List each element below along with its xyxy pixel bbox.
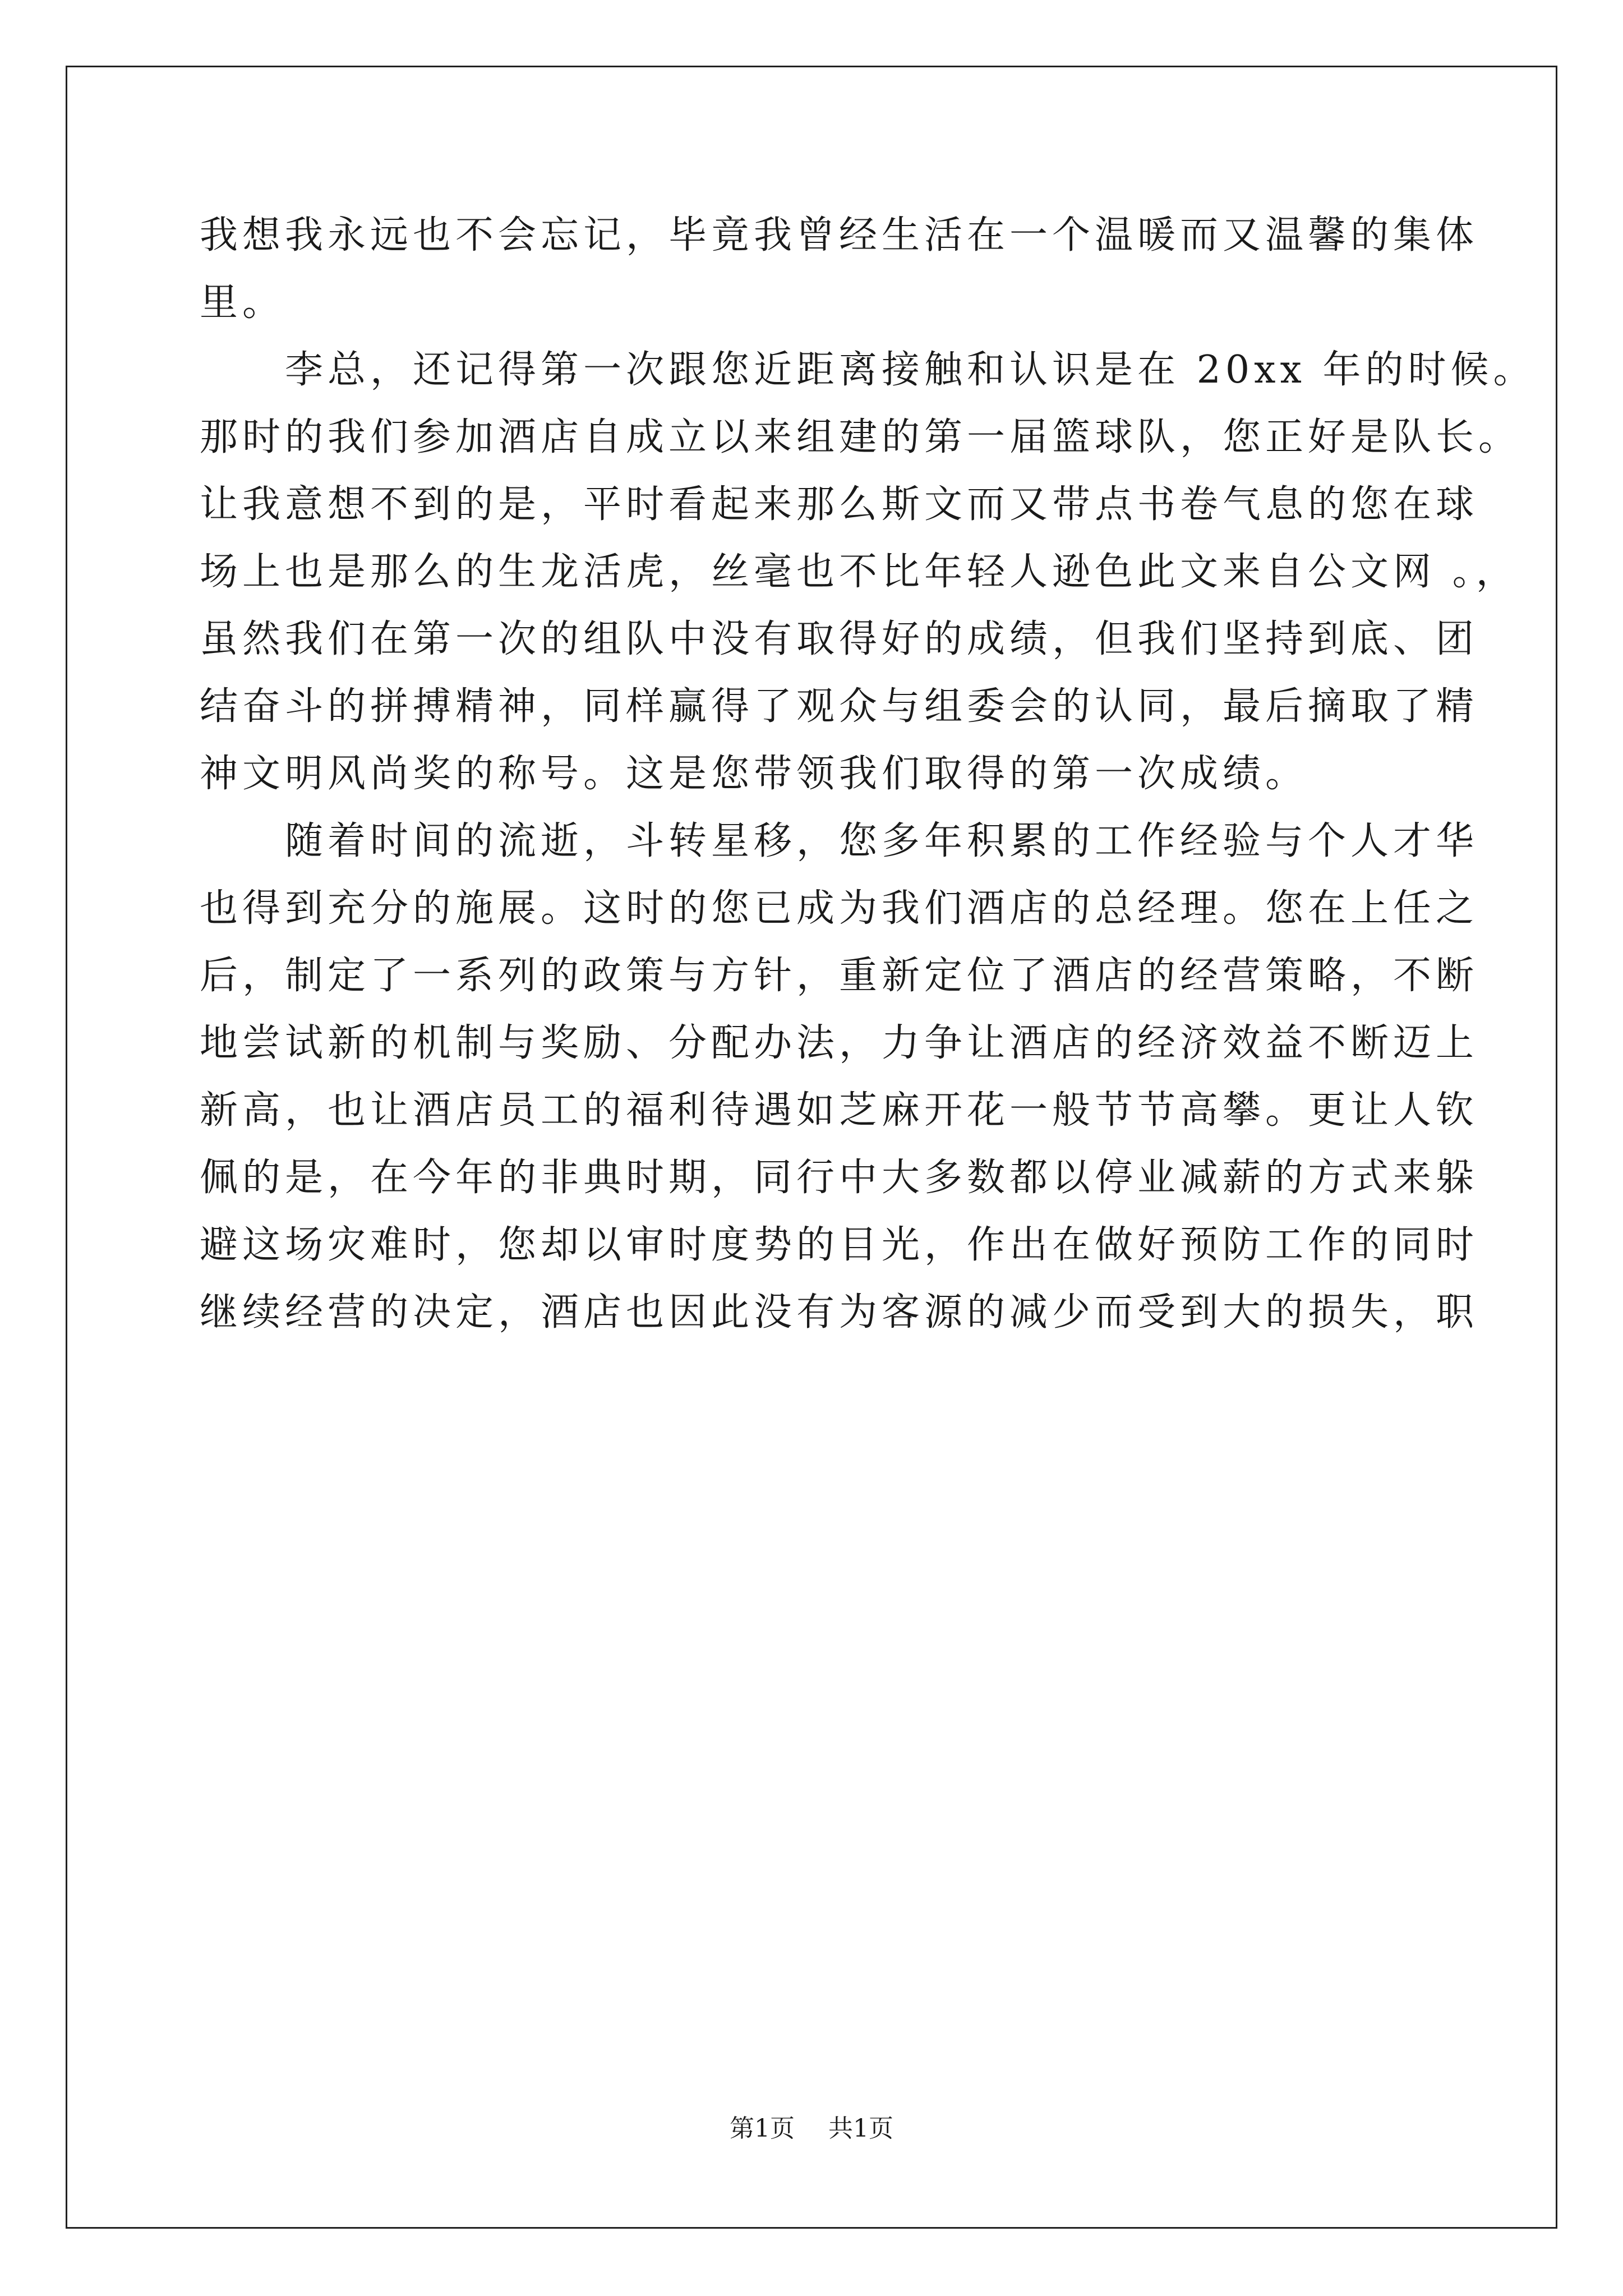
text-line: 后，制定了一系列的政策与方针，重新定位了酒店的经营策略，不断: [200, 954, 1479, 998]
text-line: 那时的我们参加酒店自成立以来组建的第一届篮球队，您正好是队长。: [200, 415, 1521, 459]
text-line: 随着时间的流逝，斗转星移，您多年积累的工作经验与个人才华: [200, 819, 1479, 863]
text-line: 继续经营的决定，酒店也因此没有为客源的减少而受到大的损失，职: [200, 1290, 1479, 1335]
page-footer: [0, 2112, 1623, 2146]
text-line: 李总，还记得第一次跟您近距离接触和认识是在 20xx 年的时候。: [200, 348, 1536, 392]
text-line: 虽然我们在第一次的组队中没有取得好的成绩，但我们坚持到底、团: [200, 617, 1479, 661]
text-line: 让我意想不到的是，平时看起来那么斯文而又带点书卷气息的您在球: [200, 482, 1479, 527]
document-body: [200, 202, 1536, 1346]
text-line: 避这场灾难时，您却以审时度势的目光，作出在做好预防工作的同时: [200, 1223, 1479, 1267]
page-total: 共1页: [828, 2114, 893, 2143]
text-line: 新高，也让酒店员工的福利待遇如芝麻开花一般节节高攀。更让人钦: [200, 1088, 1479, 1133]
text-line: 我想我永远也不会忘记，毕竟我曾经生活在一个温暖而又温馨的集体: [200, 213, 1479, 257]
text-line: 神文明风尚奖的称号。这是您带领我们取得的第一次成绩。: [200, 752, 1308, 796]
text-line: 结奋斗的拼搏精神，同样赢得了观众与组委会的认同，最后摘取了精: [200, 684, 1479, 729]
text-line: 也得到充分的施展。这时的您已成为我们酒店的总经理。您在上任之: [200, 886, 1479, 931]
text-line: 地尝试新的机制与奖励、分配办法，力争让酒店的经济效益不断迈上: [200, 1021, 1479, 1065]
text-line: 佩的是，在今年的非典时期，同行中大多数都以停业减薪的方式来躲: [200, 1156, 1479, 1200]
text-line: 里。: [200, 280, 285, 325]
text-line: 场上也是那么的生龙活虎，丝毫也不比年轻人逊色此文来自公文网 。，: [200, 550, 1519, 594]
page-number: 第1页: [730, 2114, 795, 2143]
